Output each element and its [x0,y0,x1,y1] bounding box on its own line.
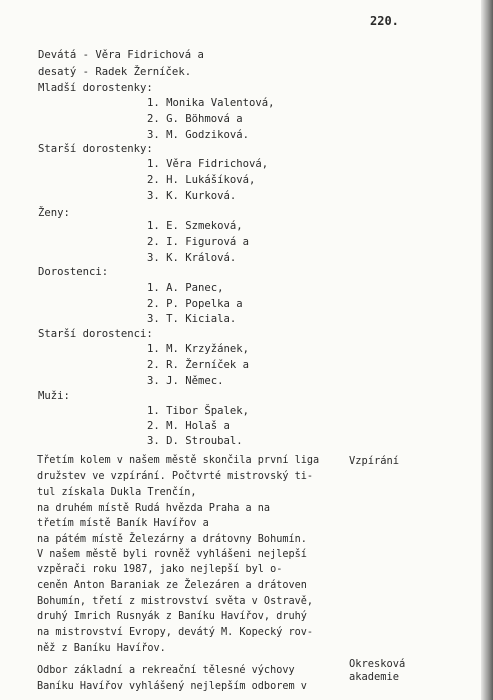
list-item: 1. Věra Fidrichová, [147,158,269,170]
list-item: 2. H. Lukášíková, [147,174,256,186]
paragraph-line: Baníku Havířov vyhlášený nejlepším odborem v [37,681,307,692]
list-item: 3. K. Králová. [147,252,237,264]
list-item: 1. M. Krzyžánek, [147,343,250,355]
margin-note-academy: akademie [349,671,400,683]
group-heading: Dorostenci: [38,266,109,278]
paragraph-line: na mistrovství Evropy, devátý M. Kopecký rov- [37,627,314,638]
paragraph-line: družstev ve vzpírání. Počtvrté mistrovský ti- [37,471,314,482]
paragraph-line: třetím místě Baník Havířov a [37,518,209,529]
paragraph-line: něž z Baníku Havířov. [37,643,166,654]
list-item: 2. G. Böhmová a [147,113,243,125]
paragraph-line: vzpěrači roku 1987, jako nejlepší byl o- [37,564,283,575]
group-heading: Starší dorostenci: [38,328,153,340]
intro-line: desatý - Radek Žerníček. [38,66,192,78]
list-item: 1. E. Szmeková, [147,220,243,232]
list-item: 3. T. Kiciala. [147,313,237,325]
list-item: 3. D. Stroubal. [147,435,243,447]
list-item: 3. J. Němec. [147,375,224,387]
group-heading: Muži: [38,390,70,402]
group-heading: Starší dorostenky: [38,143,153,155]
list-item: 2. I. Figurová a [147,236,250,248]
paragraph-line: druhý Imrich Rusnyák z Baníku Havířov, druhý [37,611,307,622]
paragraph-line: na pátém místě Železárny a drátovny Bohumín. [37,534,307,545]
paragraph-line: Třetím kolem v našem městě skončila první liga [37,455,320,466]
paragraph-line: tul získala Dukla Trenčín, [37,487,197,498]
list-item: 2. M. Holaš a [147,420,230,432]
paragraph-line: na druhém místě Rudá hvězda Praha a na [37,503,271,514]
list-item: 3. M. Godziková. [147,129,250,141]
group-heading: Mladší dorostenky: [38,82,153,94]
list-item: 2. R. Žerníček a [147,359,250,371]
intro-line: Devátá - Věra Fidrichová a [38,49,204,61]
list-item: 2. P. Popelka a [147,298,243,310]
margin-note-academy: Okresková [349,658,406,670]
paragraph-line: Bohumín, třetí z mistrovství světa v Ostravě, [37,596,314,607]
paragraph-line: ceněn Anton Baraniak ze Železáren a drátoven [37,580,307,591]
list-item: 1. A. Panec, [147,282,224,294]
paragraph-line: Odbor základní a rekreační tělesné výchovy [37,665,295,676]
page-number: 220. [370,14,399,28]
list-item: 3. K. Kurková. [147,190,237,202]
list-item: 1. Monika Valentová, [147,97,275,109]
group-heading: Ženy: [38,207,70,219]
page-edge-shadow [481,0,493,700]
list-item: 1. Tibor Špalek, [147,405,250,417]
paragraph-line: V našem městě byli rovněž vyhlášeni nejlepší [37,549,307,560]
margin-note-weightlifting: Vzpírání [349,455,400,467]
